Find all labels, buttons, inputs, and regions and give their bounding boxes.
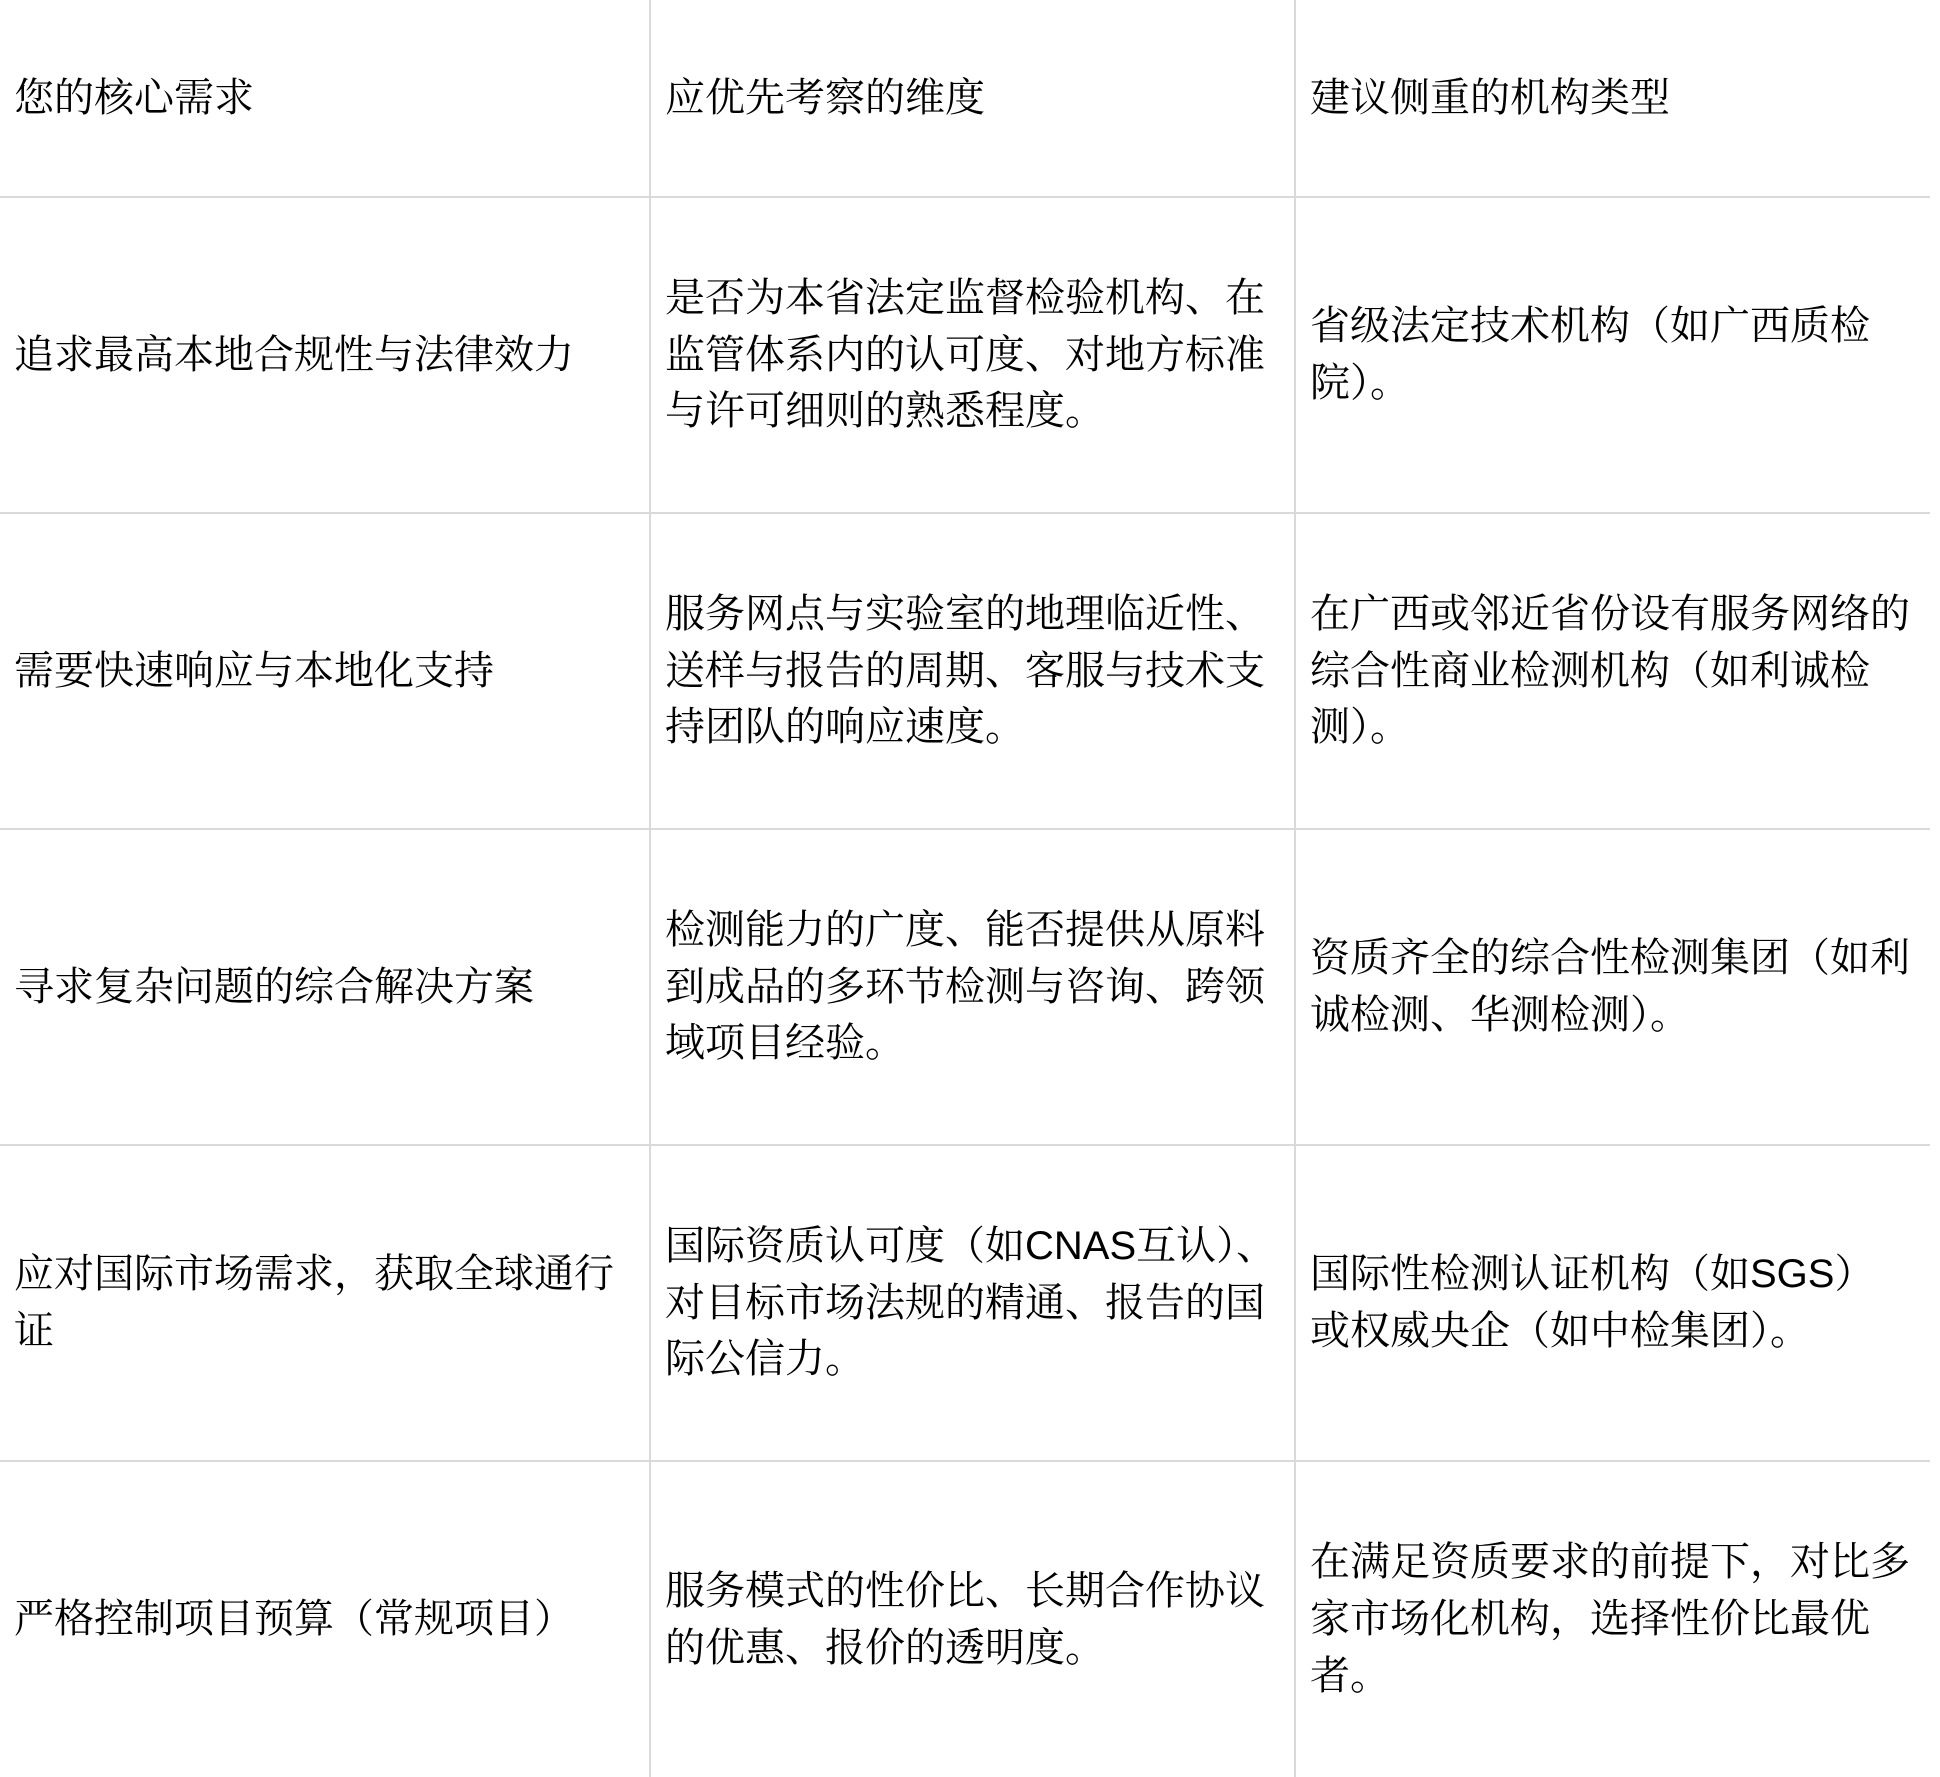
table-row	[0, 829, 1930, 1145]
column-header-dimension: 应优先考察的维度	[650, 0, 1295, 197]
cell-institution: 在广西或邻近省份设有服务网络的综合性商业检测机构（如利诚检测）。	[1295, 513, 1930, 829]
cell-dimension: 检测能力的广度、能否提供从原料到成品的多环节检测与咨询、跨领域项目经验。	[650, 829, 1295, 1145]
column-header-institution: 建议侧重的机构类型	[1295, 0, 1930, 197]
cell-need: 追求最高本地合规性与法律效力	[0, 197, 650, 513]
table-body	[0, 197, 1930, 1777]
table-row	[0, 197, 1930, 513]
cell-need: 严格控制项目预算（常规项目）	[0, 1461, 650, 1777]
table-row	[0, 513, 1930, 829]
cell-dimension: 国际资质认可度（如CNAS互认）、对目标市场法规的精通、报告的国际公信力。	[650, 1145, 1295, 1461]
cell-need: 寻求复杂问题的综合解决方案	[0, 829, 650, 1145]
table-row	[0, 1461, 1930, 1777]
cell-dimension: 服务模式的性价比、长期合作协议的优惠、报价的透明度。	[650, 1461, 1295, 1777]
cell-dimension: 服务网点与实验室的地理临近性、送样与报告的周期、客服与技术支持团队的响应速度。	[650, 513, 1295, 829]
table-header-row	[0, 0, 1930, 197]
cell-institution: 国际性检测认证机构（如SGS）或权威央企（如中检集团）。	[1295, 1145, 1930, 1461]
cell-institution: 资质齐全的综合性检测集团（如利诚检测、华测检测）。	[1295, 829, 1930, 1145]
column-header-need: 您的核心需求	[0, 0, 650, 197]
table-header	[0, 0, 1930, 197]
cell-institution: 省级法定技术机构（如广西质检院）。	[1295, 197, 1930, 513]
cell-dimension: 是否为本省法定监督检验机构、在监管体系内的认可度、对地方标准与许可细则的熟悉程度。	[650, 197, 1295, 513]
table-row	[0, 1145, 1930, 1461]
cell-need: 应对国际市场需求，获取全球通行证	[0, 1145, 650, 1461]
cell-institution: 在满足资质要求的前提下，对比多家市场化机构，选择性价比最优者。	[1295, 1461, 1930, 1777]
cell-need: 需要快速响应与本地化支持	[0, 513, 650, 829]
